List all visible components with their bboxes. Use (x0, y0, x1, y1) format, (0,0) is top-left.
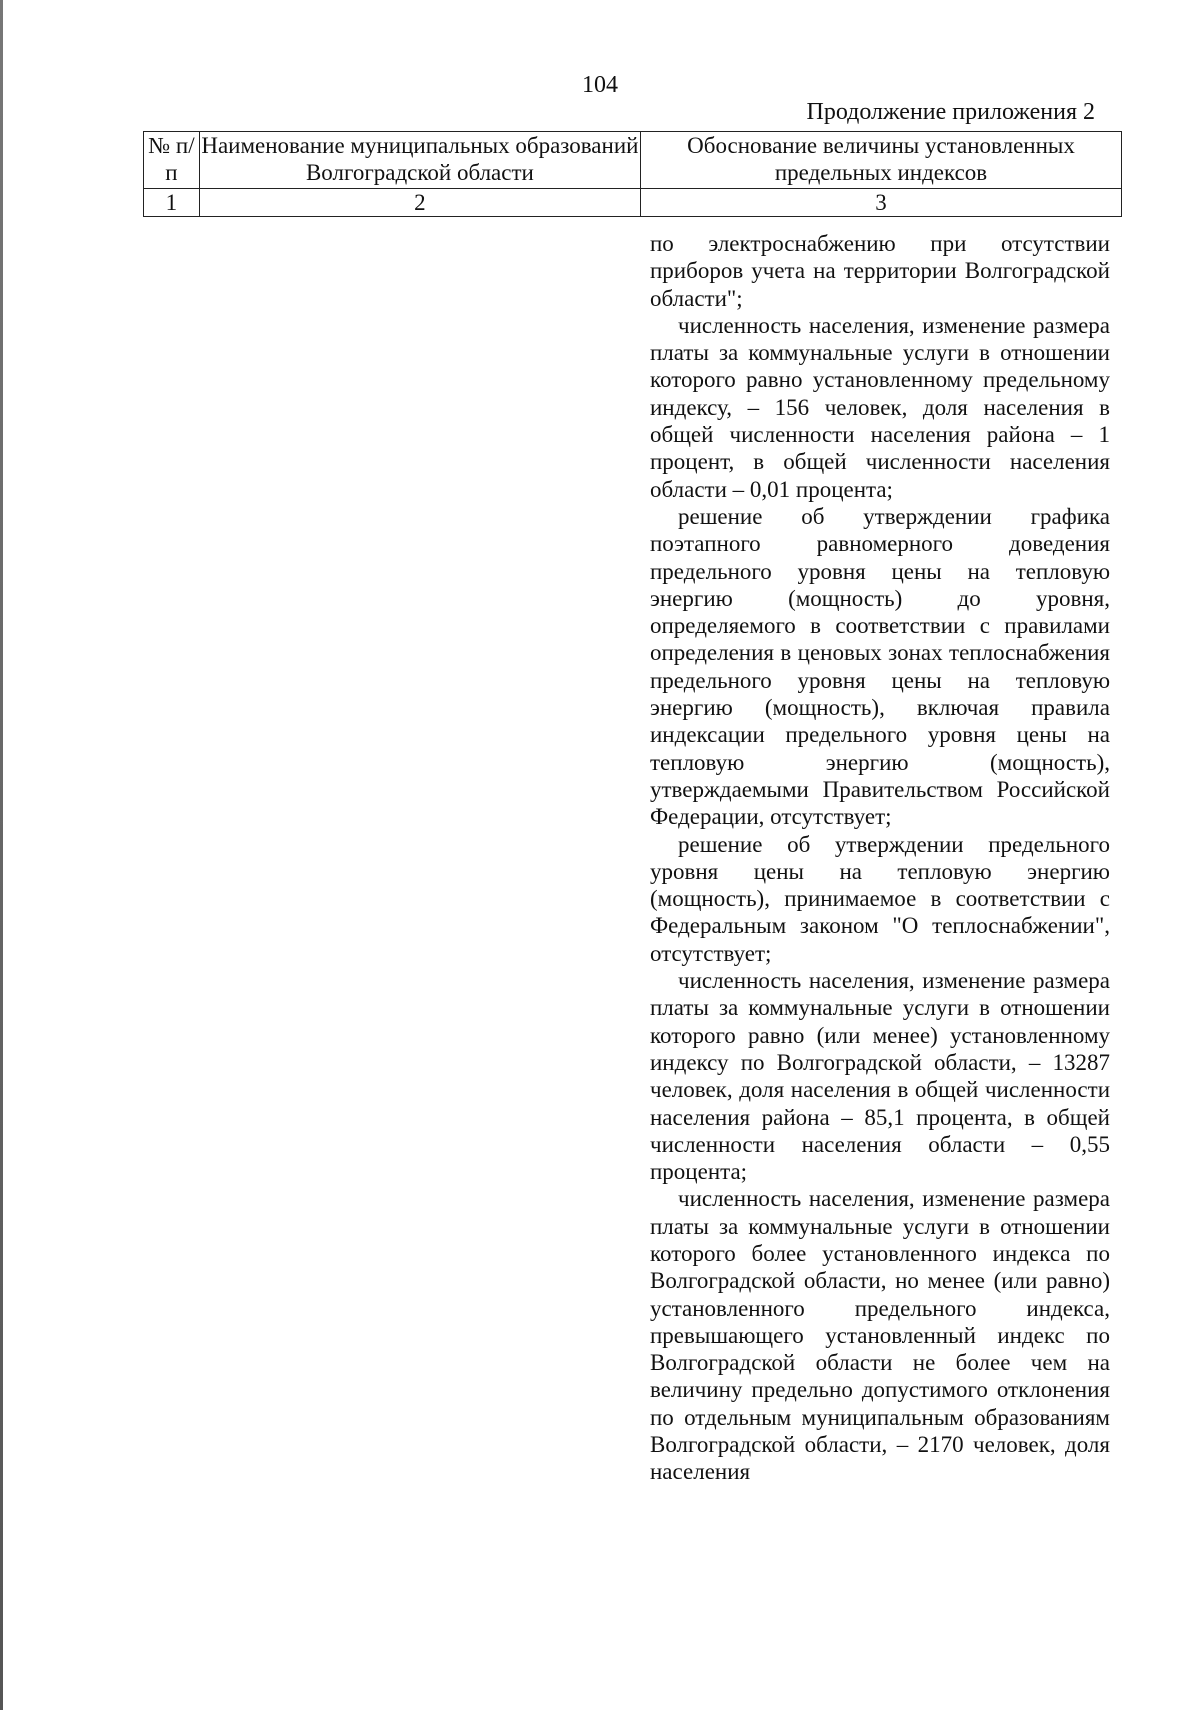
paragraph: решение об утверждении графика поэтапного равномерного доведения предельного уровня цены на тепловую энергию (мощность) до уровня, определяемого в соответствии с правилами определения в ценовых зонах теплоснабжения предельного уровня цены на тепловую энергию (мощность), включая правила индексации предельного уровня цены на тепловую энергию (мощность), утверждаемыми Правительством Российской Федерации, отсутствует; (650, 503, 1110, 830)
paragraph: численность населения, изменение размера платы за коммунальные услуги в отношении которого равно установленному предельному индексу, – 156 человек, доля населения в общей численности населения района – 1 процент, в общей численности населения области – 0,01 процента; (650, 312, 1110, 502)
paragraph: по электроснабжению при отсутствии приборов учета на территории Волгоградской области"; (650, 231, 1110, 311)
column-number-1: 1 (144, 189, 200, 217)
header-table (143, 131, 1122, 217)
table-header-row (144, 132, 1122, 189)
table-number-row (144, 189, 1122, 217)
continuation-label: Продолжение приложения 2 (806, 99, 1095, 125)
header-col-number: № п/п (144, 132, 200, 189)
header-col-name: Наименование муниципальных образований Волгоградской области (199, 132, 640, 189)
paragraph: решение об утверждении предельного уровня цены на тепловую энергию (мощность), принимаемое в соответствии с Федеральным законом "О теплоснабжении", отсутствует; (650, 831, 1110, 966)
scan-edge (0, 0, 3, 1710)
paragraph: численность населения, изменение размера платы за коммунальные услуги в отношении которого равно (или менее) установленному индексу по Волгоградской области, – 13287 человек, доля населения в общей численности населения района – 85,1 процента, в общей численности населения области – 0,55 процента; (650, 968, 1110, 1185)
column-number-2: 2 (199, 189, 640, 217)
page-number: 104 (582, 72, 618, 98)
justification-text (650, 230, 1110, 1486)
paragraph: численность населения, изменение размера платы за коммунальные услуги в отношении которого более установленного индекса по Волгоградской области, но менее (или равно) установленного предельного индекса, превышающего установленный индекс по Волгоградской области не более чем на величину предельно допустимого отклонения по отдельным муниципальным образованиям Волгоградской области, – 2170 человек, доля населения (650, 1186, 1110, 1485)
header-col-justification: Обоснование величины установленных предельных индексов (641, 132, 1122, 189)
column-number-3: 3 (641, 189, 1122, 217)
